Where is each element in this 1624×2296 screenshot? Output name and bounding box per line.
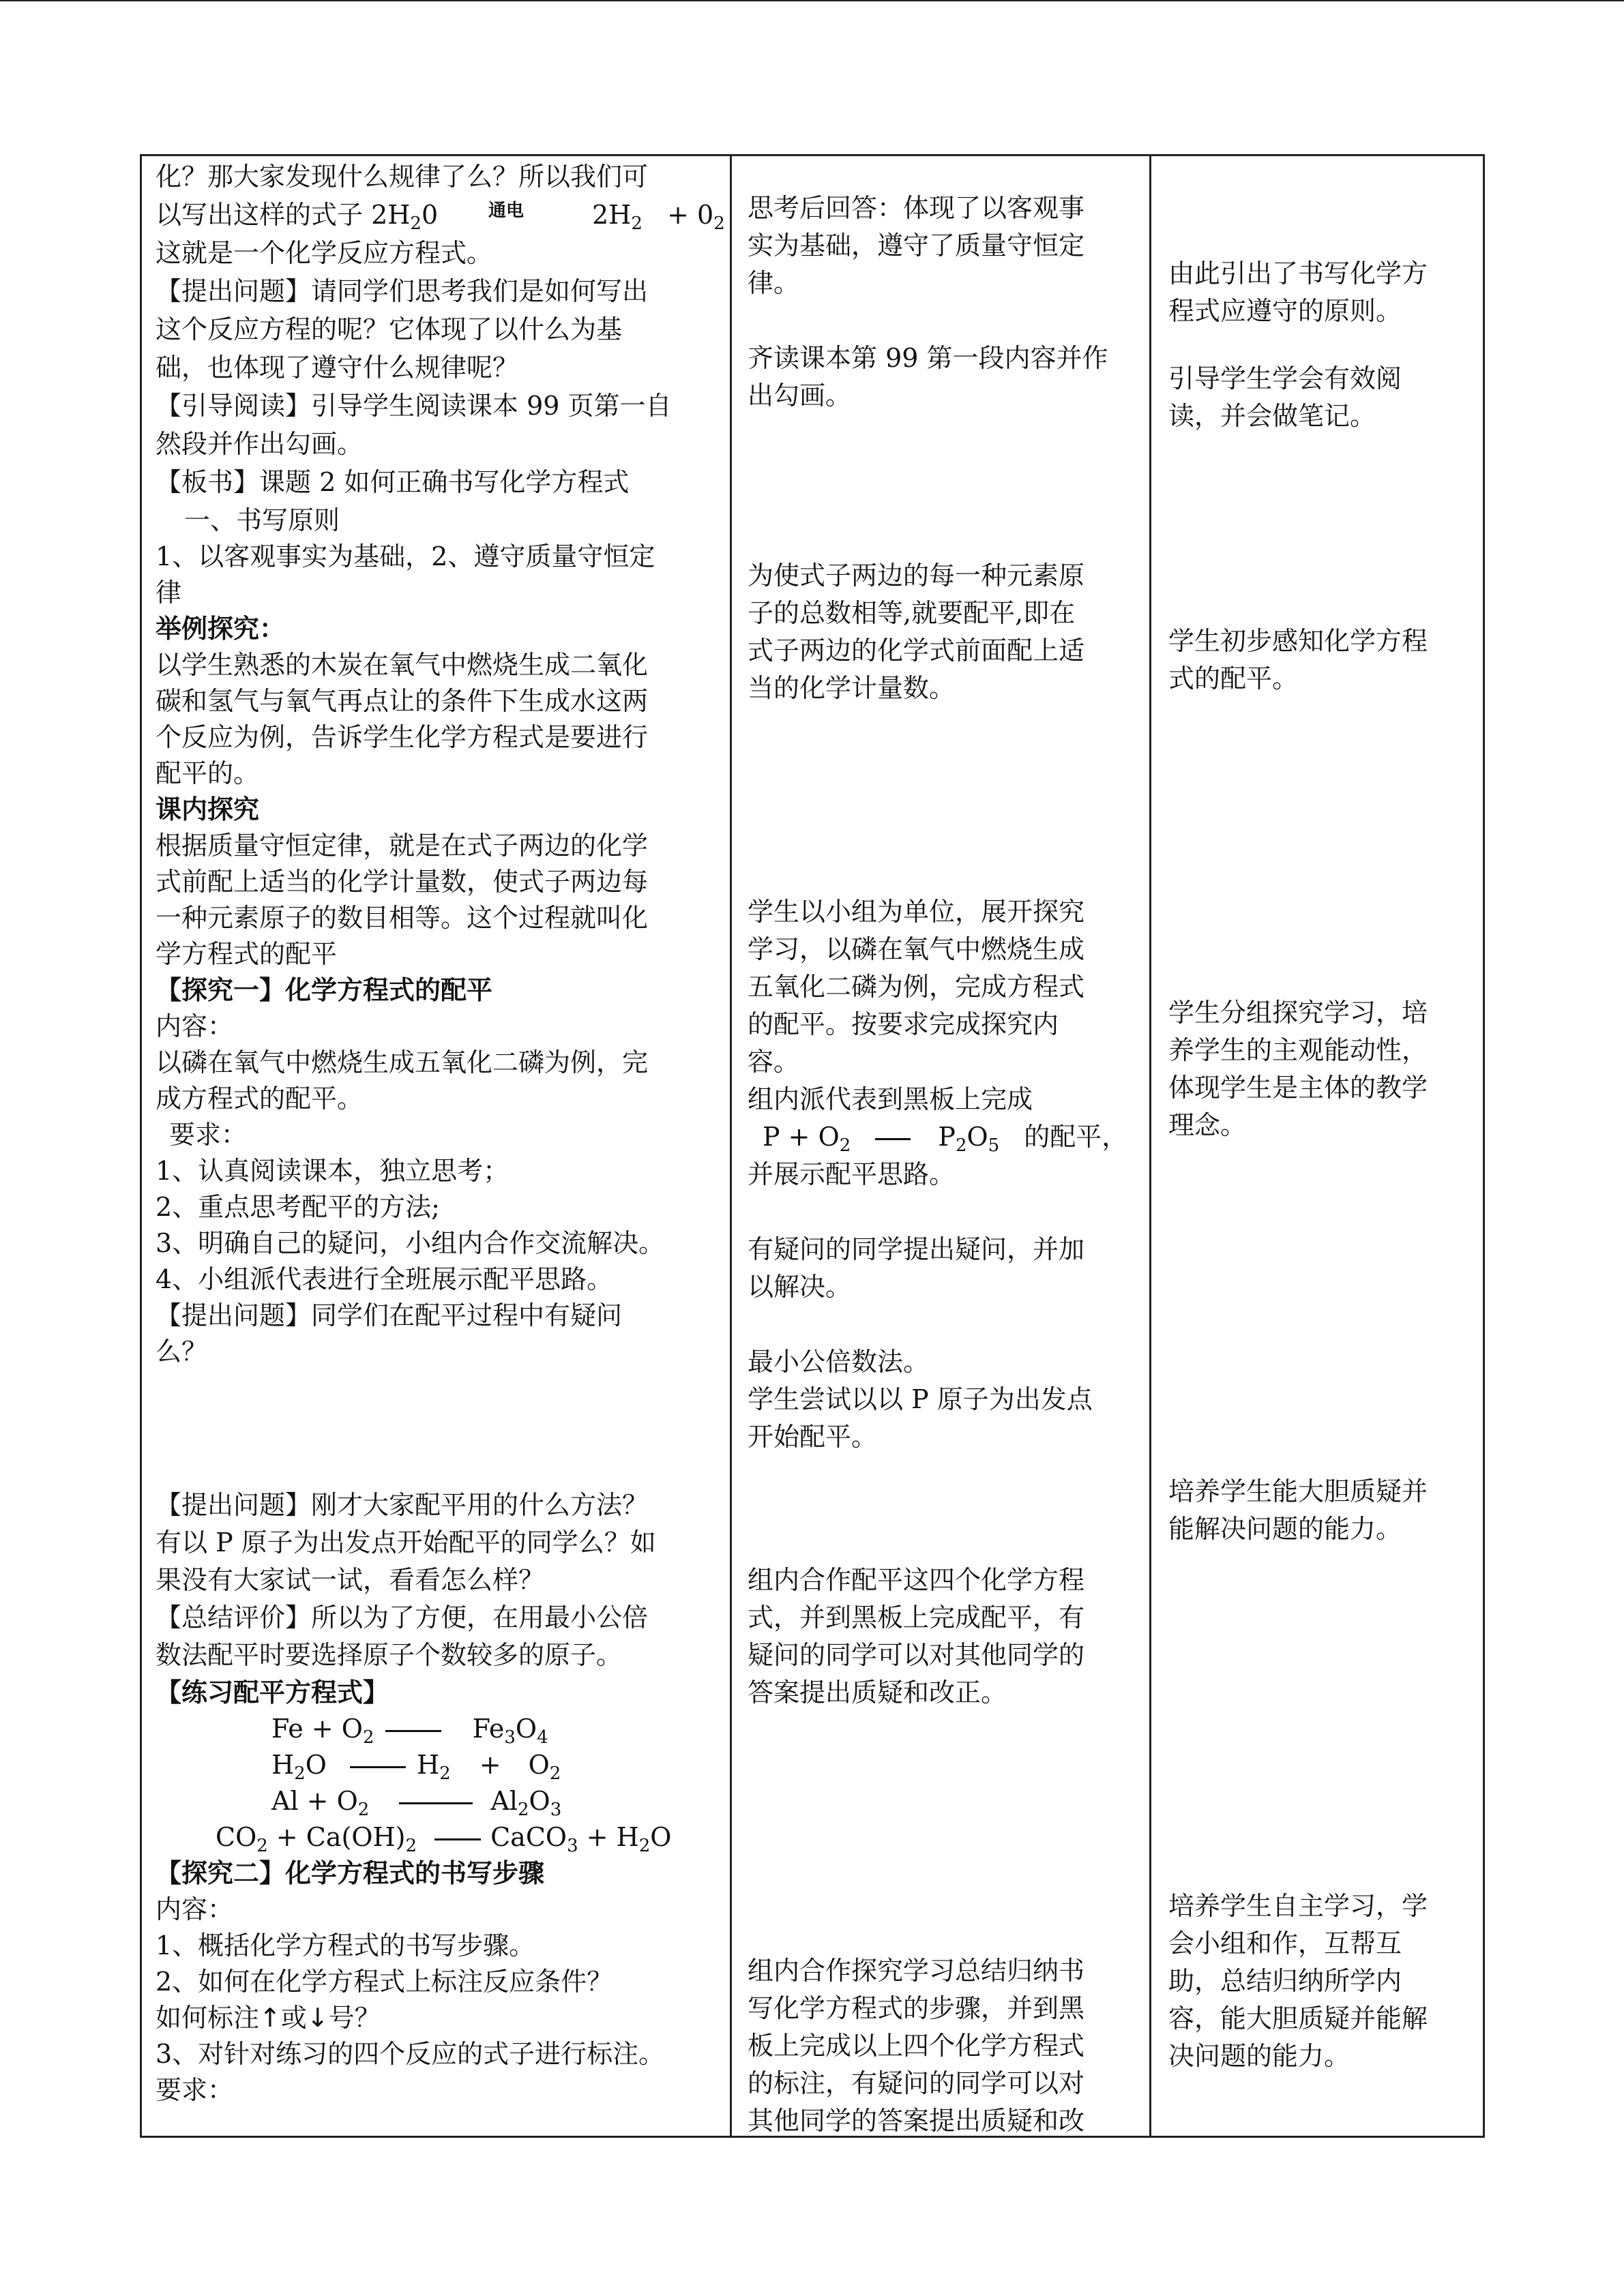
text-line: 内容： [156, 1011, 234, 1041]
up-arrow-icon: ↑ [259, 2003, 281, 2033]
text-line: 这就是一个化学反应方程式。 [156, 238, 493, 268]
text-line: 能解决问题的能力。 [1168, 1514, 1402, 1544]
text-line: 式的配平。 [1168, 664, 1299, 694]
text-line: 助，总结归纳所学内 [1168, 1966, 1402, 1996]
text-line: 答案提出质疑和改正。 [748, 1678, 1007, 1708]
text-line: 学生分组探究学习，培 [1168, 998, 1428, 1028]
text-line: 开始配平。 [748, 1422, 878, 1452]
text-line: 体现学生是主体的教学 [1168, 1073, 1428, 1103]
text-line: 疑问的同学可以对其他同学的 [748, 1640, 1085, 1670]
text-line: 1、概括化学方程式的书写步骤。 [156, 1930, 535, 1960]
text-line: 出勾画。 [748, 381, 852, 411]
column-divider [730, 156, 732, 2136]
text-line: 1、认真阅读课本，独立思考； [156, 1156, 510, 1186]
text-line: 数法配平时要选择原子个数较多的原子。 [156, 1640, 623, 1670]
student-activity-column [748, 156, 1140, 2136]
practice-equation-3: $Al + O_2$ $Al_2O_3$ [271, 1786, 562, 1820]
text-line: 容。 [748, 1047, 800, 1077]
text-line: 这个反应方程的呢？它体现了以什么为基 [156, 314, 623, 344]
text-line: 引导学生学会有效阅 [1168, 363, 1402, 393]
text-line: 式前配上适当的化学计量数，使式子两边每 [156, 867, 649, 897]
text-line: 配平的。 [156, 758, 260, 788]
text-line: 成方程式的配平。 [156, 1084, 364, 1114]
text-line: 学生以小组为单位，展开探究 [748, 897, 1085, 927]
equation-line: 以写出这样的式子 $2H_20$ 通电 $2H_2$ + $0_2$ [156, 198, 438, 232]
text-line: 最小公倍数法。 [748, 1347, 930, 1377]
text-line: 读，并会做笔记。 [1168, 401, 1376, 431]
design-intent-column [1168, 156, 1475, 2136]
text-line: 当的化学计量数。 [748, 673, 956, 703]
equation-line: $P + O_2$ $P_2O_5$ 的配平， [763, 1122, 1128, 1156]
text-line: 组内派代表到黑板上完成 [748, 1084, 1033, 1114]
lesson-table [140, 154, 1485, 2138]
text-line: 【提出问题】同学们在配平过程中有疑问 [156, 1300, 623, 1330]
text-line: 【引导阅读】引导学生阅读课本 99 页第一自 [156, 391, 672, 421]
teacher-activity-column [156, 156, 725, 2136]
equation-dash [385, 1730, 441, 1732]
text-line: 子的总数相等,就要配平,即在 [748, 598, 1076, 628]
section-heading: 课内探究 [156, 794, 260, 824]
text-line: 写化学方程式的步骤，并到黑 [748, 1993, 1085, 2023]
text-line: 然段并作出勾画。 [156, 429, 364, 459]
text-line: 思考后回答：体现了以客观事 [748, 193, 1085, 223]
practice-equation-1: $Fe + O_2$ $Fe_3O_4$ [271, 1714, 548, 1748]
text-line: 果没有大家试一试，看看怎么样？ [156, 1565, 545, 1595]
practice-equation-2: $H_2O$ $H_2 + O_2$ [271, 1750, 561, 1784]
text-line: 3、对针对练习的四个反应的式子进行标注。 [156, 2039, 665, 2069]
text-line: 根据质量守恒定律，就是在式子两边的化学 [156, 831, 649, 861]
text-line: 有以 P 原子为出发点开始配平的同学么？如 [156, 1527, 656, 1557]
equation-product: $2H_2$ + $0_2$ [592, 200, 725, 234]
text-line: 为使式子两边的每一种元素原 [748, 561, 1085, 591]
practice-equation-4: $CO_2 + Ca(OH)_2$ CaCO$_3$ + $H_2O$ [216, 1822, 672, 1856]
text-line: 培养学生自主学习，学 [1168, 1891, 1428, 1921]
text-line: 五氧化二磷为例，完成方程式 [748, 972, 1085, 1002]
text-line: 式子两边的化学式前面配上适 [748, 636, 1085, 666]
equation-dash [350, 1766, 406, 1768]
section-heading: 【探究二】化学方程式的书写步骤 [156, 1858, 545, 1888]
text-line: 化？那大家发现什么规律了么？所以我们可 [156, 162, 649, 192]
text-line: 如何标注↑或↓号？ [156, 2003, 381, 2033]
text-line: 培养学生能大胆质疑并 [1168, 1476, 1428, 1506]
text-line: 养学生的主观能动性， [1168, 1035, 1428, 1065]
down-arrow-icon: ↓ [306, 2003, 329, 2033]
text-line: 4、小组派代表进行全班展示配平思路。 [156, 1264, 613, 1294]
equation-dash [875, 1138, 911, 1140]
text-line: 内容： [156, 1894, 234, 1924]
text-line: 律 [156, 578, 182, 608]
text-line: 一、书写原则 [184, 505, 340, 535]
text-line: 由此引出了书写化学方 [1168, 258, 1428, 288]
text-line: 学方程式的配平 [156, 939, 338, 969]
text-line: 决问题的能力。 [1168, 2041, 1350, 2071]
text-line: 组内合作配平这四个化学方程 [748, 1565, 1085, 1595]
text-line: 【板书】课题 2 如何正确书写化学方程式 [156, 467, 630, 497]
text-line: 理念。 [1168, 1110, 1247, 1140]
text-line: 其他同学的答案提出质疑和改 [748, 2106, 1085, 2136]
text-line: 学习，以磷在氧气中燃烧生成 [748, 934, 1085, 964]
equation-dash [434, 1838, 481, 1840]
text-line: 2、如何在化学方程式上标注反应条件？ [156, 1967, 613, 1997]
text-line: 学生初步感知化学方程 [1168, 626, 1428, 656]
page-top-border [0, 0, 1624, 1]
section-heading: 举例探究： [156, 613, 286, 644]
condition-label: 通电 [488, 200, 525, 221]
text-line: 要求： [169, 1120, 248, 1150]
text-line: 2、重点思考配平的方法; [156, 1192, 440, 1222]
text-line: 会小组和作，互帮互 [1168, 1928, 1402, 1958]
section-heading: 【探究一】化学方程式的配平 [156, 974, 493, 1005]
text-line: 【总结评价】所以为了方便，在用最小公倍 [156, 1602, 649, 1632]
text-line: 碳和氢气与氧气再点让的条件下生成水这两 [156, 686, 649, 716]
equation-dash [399, 1802, 473, 1804]
text-line: 齐读课本第 99 第一段内容并作 [748, 343, 1108, 373]
text-line: 并展示配平思路。 [748, 1159, 956, 1189]
text-line: 3、明确自己的疑问，小组内合作交流解决。 [156, 1228, 665, 1258]
text-line: 的标注，有疑问的同学可以对 [748, 2068, 1085, 2098]
text-line: 学生尝试以以 P 原子为出发点 [748, 1384, 1093, 1414]
text-line: 式，并到黑板上完成配平，有 [748, 1602, 1085, 1632]
text-line: 以解决。 [748, 1272, 852, 1302]
text-line: 1、以客观事实为基础，2、遵守质量守恒定 [156, 541, 655, 571]
text-line: 么？ [156, 1337, 208, 1367]
text-line: 【提出问题】请同学们思考我们是如何写出 [156, 276, 649, 306]
text-line: 【提出问题】刚才大家配平用的什么方法？ [156, 1490, 649, 1520]
text-line: 以学生熟悉的木炭在氧气中燃烧生成二氧化 [156, 650, 649, 680]
text-line: 以磷在氧气中燃烧生成五氧化二磷为例，完 [156, 1047, 649, 1077]
text-line: 组内合作探究学习总结归纳书 [748, 1956, 1085, 1986]
text-line: 的配平。按要求完成探究内 [748, 1009, 1059, 1039]
text-line: 有疑问的同学提出疑问，并加 [748, 1234, 1085, 1264]
text-line: 实为基础，遵守了质量守恒定 [748, 230, 1085, 260]
text-line: 板上完成以上四个化学方程式 [748, 2031, 1085, 2061]
text-line: 础，也体现了遵守什么规律呢？ [156, 353, 519, 383]
column-divider [1149, 156, 1151, 2136]
text-line: 一种元素原子的数目相等。这个过程就叫化 [156, 903, 649, 933]
text-line: 个反应为例，告诉学生化学方程式是要进行 [156, 722, 649, 752]
text-line: 容，能大胆质疑并能解 [1168, 2003, 1428, 2033]
text-line: 律。 [748, 268, 800, 298]
text-line: 程式应遵守的原则。 [1168, 296, 1402, 326]
section-heading: 【练习配平方程式】 [156, 1677, 389, 1708]
text-line: 要求： [156, 2075, 234, 2105]
